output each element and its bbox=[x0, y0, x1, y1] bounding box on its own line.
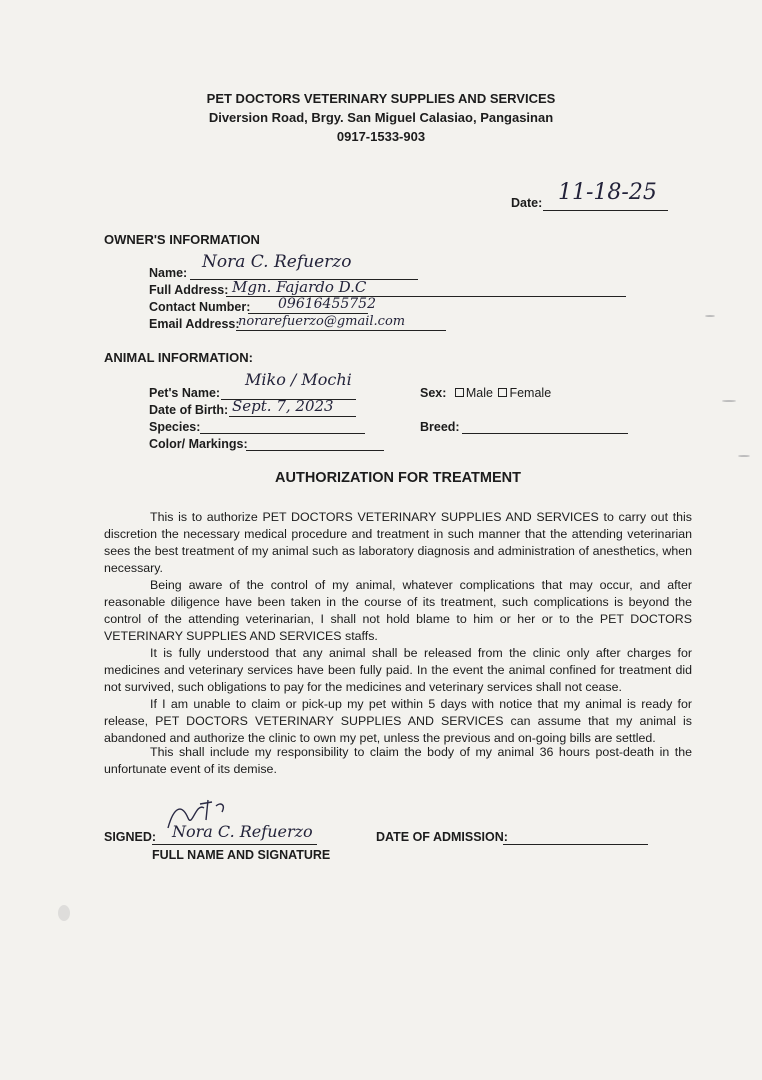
owner-contact-value: 09616455752 bbox=[278, 296, 376, 312]
pet-name-value: Miko / Mochi bbox=[245, 370, 352, 389]
species-label: Species: bbox=[149, 420, 201, 434]
sex-row bbox=[420, 386, 551, 400]
animal-section-title: ANIMAL INFORMATION: bbox=[104, 350, 253, 365]
markings-line bbox=[246, 450, 384, 451]
authorization-paragraph-5: This shall include my responsibility to claim the body of my animal 36 hours post-death in the unfortunate event of its demise. bbox=[104, 745, 692, 776]
owner-email-label: Email Address: bbox=[149, 317, 240, 331]
clinic-address: Diversion Road, Brgy. San Miguel Calasiao, Pangasinan bbox=[208, 110, 554, 125]
dob-value: Sept. 7, 2023 bbox=[232, 397, 334, 415]
owner-section-title: OWNER'S INFORMATION bbox=[104, 232, 260, 247]
scan-speck bbox=[58, 905, 70, 921]
authorization-paragraph-3: It is fully understood that any animal shall be released from the clinic only after charges for medicines and veterinary services have been fully paid. In the event the animal confined for treatment did not survived, such obligations to pay for the medicines and veterinary services shall not cease. bbox=[104, 646, 692, 694]
date-label: Date: bbox=[511, 196, 543, 210]
scan-speck bbox=[738, 455, 750, 457]
scan-speck bbox=[705, 315, 715, 317]
female-option-label: Female bbox=[509, 386, 552, 400]
owner-address-label: Full Address: bbox=[149, 283, 229, 297]
authorization-paragraph-1: This is to authorize PET DOCTORS VETERINARY SUPPLIES AND SERVICES to carry out this discretion the necessary medical procedure and treatment in such manner that the attending veterinarian sees the best treatment of my animal such as laboratory diagnosis and administration of anesthetics, when necessary. bbox=[104, 510, 692, 575]
sex-label: Sex: bbox=[420, 386, 447, 400]
breed-line bbox=[462, 433, 628, 434]
signed-name: Nora C. Refuerzo bbox=[172, 822, 313, 841]
admission-line bbox=[503, 844, 648, 845]
owner-address-value: Mgn. Fajardo D.C bbox=[232, 278, 367, 296]
authorization-paragraph-2: Being aware of the control of my animal, whatever complications that may occur, and after reasonable diligence have been taken in the course of its treatment, such complications is beyond the control of the attending veterinarian, I shall not hold blame to him or her or to the PET DOCTORS VETERINARY SUPPLIES AND SERVICES staffs. bbox=[104, 578, 692, 643]
admission-label: DATE OF ADMISSION: bbox=[376, 830, 508, 844]
scan-speck bbox=[722, 400, 736, 402]
clinic-name: PET DOCTORS VETERINARY SUPPLIES AND SERVICES bbox=[206, 91, 556, 106]
owner-contact-label: Contact Number: bbox=[149, 300, 251, 314]
authorization-title: AUTHORIZATION FOR TREATMENT bbox=[275, 470, 521, 486]
breed-label: Breed: bbox=[420, 420, 460, 434]
dob-line bbox=[229, 416, 356, 417]
clinic-phone: 0917-1533-903 bbox=[336, 129, 426, 144]
owner-email-value: norarefuerzo@gmail.com bbox=[238, 314, 406, 329]
pet-name-label: Pet's Name: bbox=[149, 386, 221, 400]
markings-label: Color/ Markings: bbox=[149, 437, 248, 451]
male-checkbox[interactable] bbox=[455, 388, 464, 397]
signature-caption: FULL NAME AND SIGNATURE bbox=[152, 848, 331, 862]
date-value: 11-18-25 bbox=[558, 180, 657, 205]
female-checkbox[interactable] bbox=[498, 388, 507, 397]
owner-email-line bbox=[236, 330, 446, 331]
authorization-paragraph-4: If I am unable to claim or pick-up my pet within 5 days with notice that my animal is ready for release, PET DOCTORS VETERINARY SUPPLIES AND SERVICES can assume that my animal is abandoned and authorize the clinic to own my pet, unless the previous and on-going bills are settled. bbox=[104, 697, 692, 745]
owner-name-value: Nora C. Refuerzo bbox=[202, 252, 352, 272]
species-line bbox=[200, 433, 365, 434]
signed-label: SIGNED: bbox=[104, 830, 157, 844]
signature-line bbox=[152, 844, 317, 845]
date-line bbox=[543, 210, 668, 211]
owner-name-label: Name: bbox=[149, 266, 188, 280]
dob-label: Date of Birth: bbox=[149, 403, 229, 417]
male-option-label: Male bbox=[465, 386, 493, 400]
